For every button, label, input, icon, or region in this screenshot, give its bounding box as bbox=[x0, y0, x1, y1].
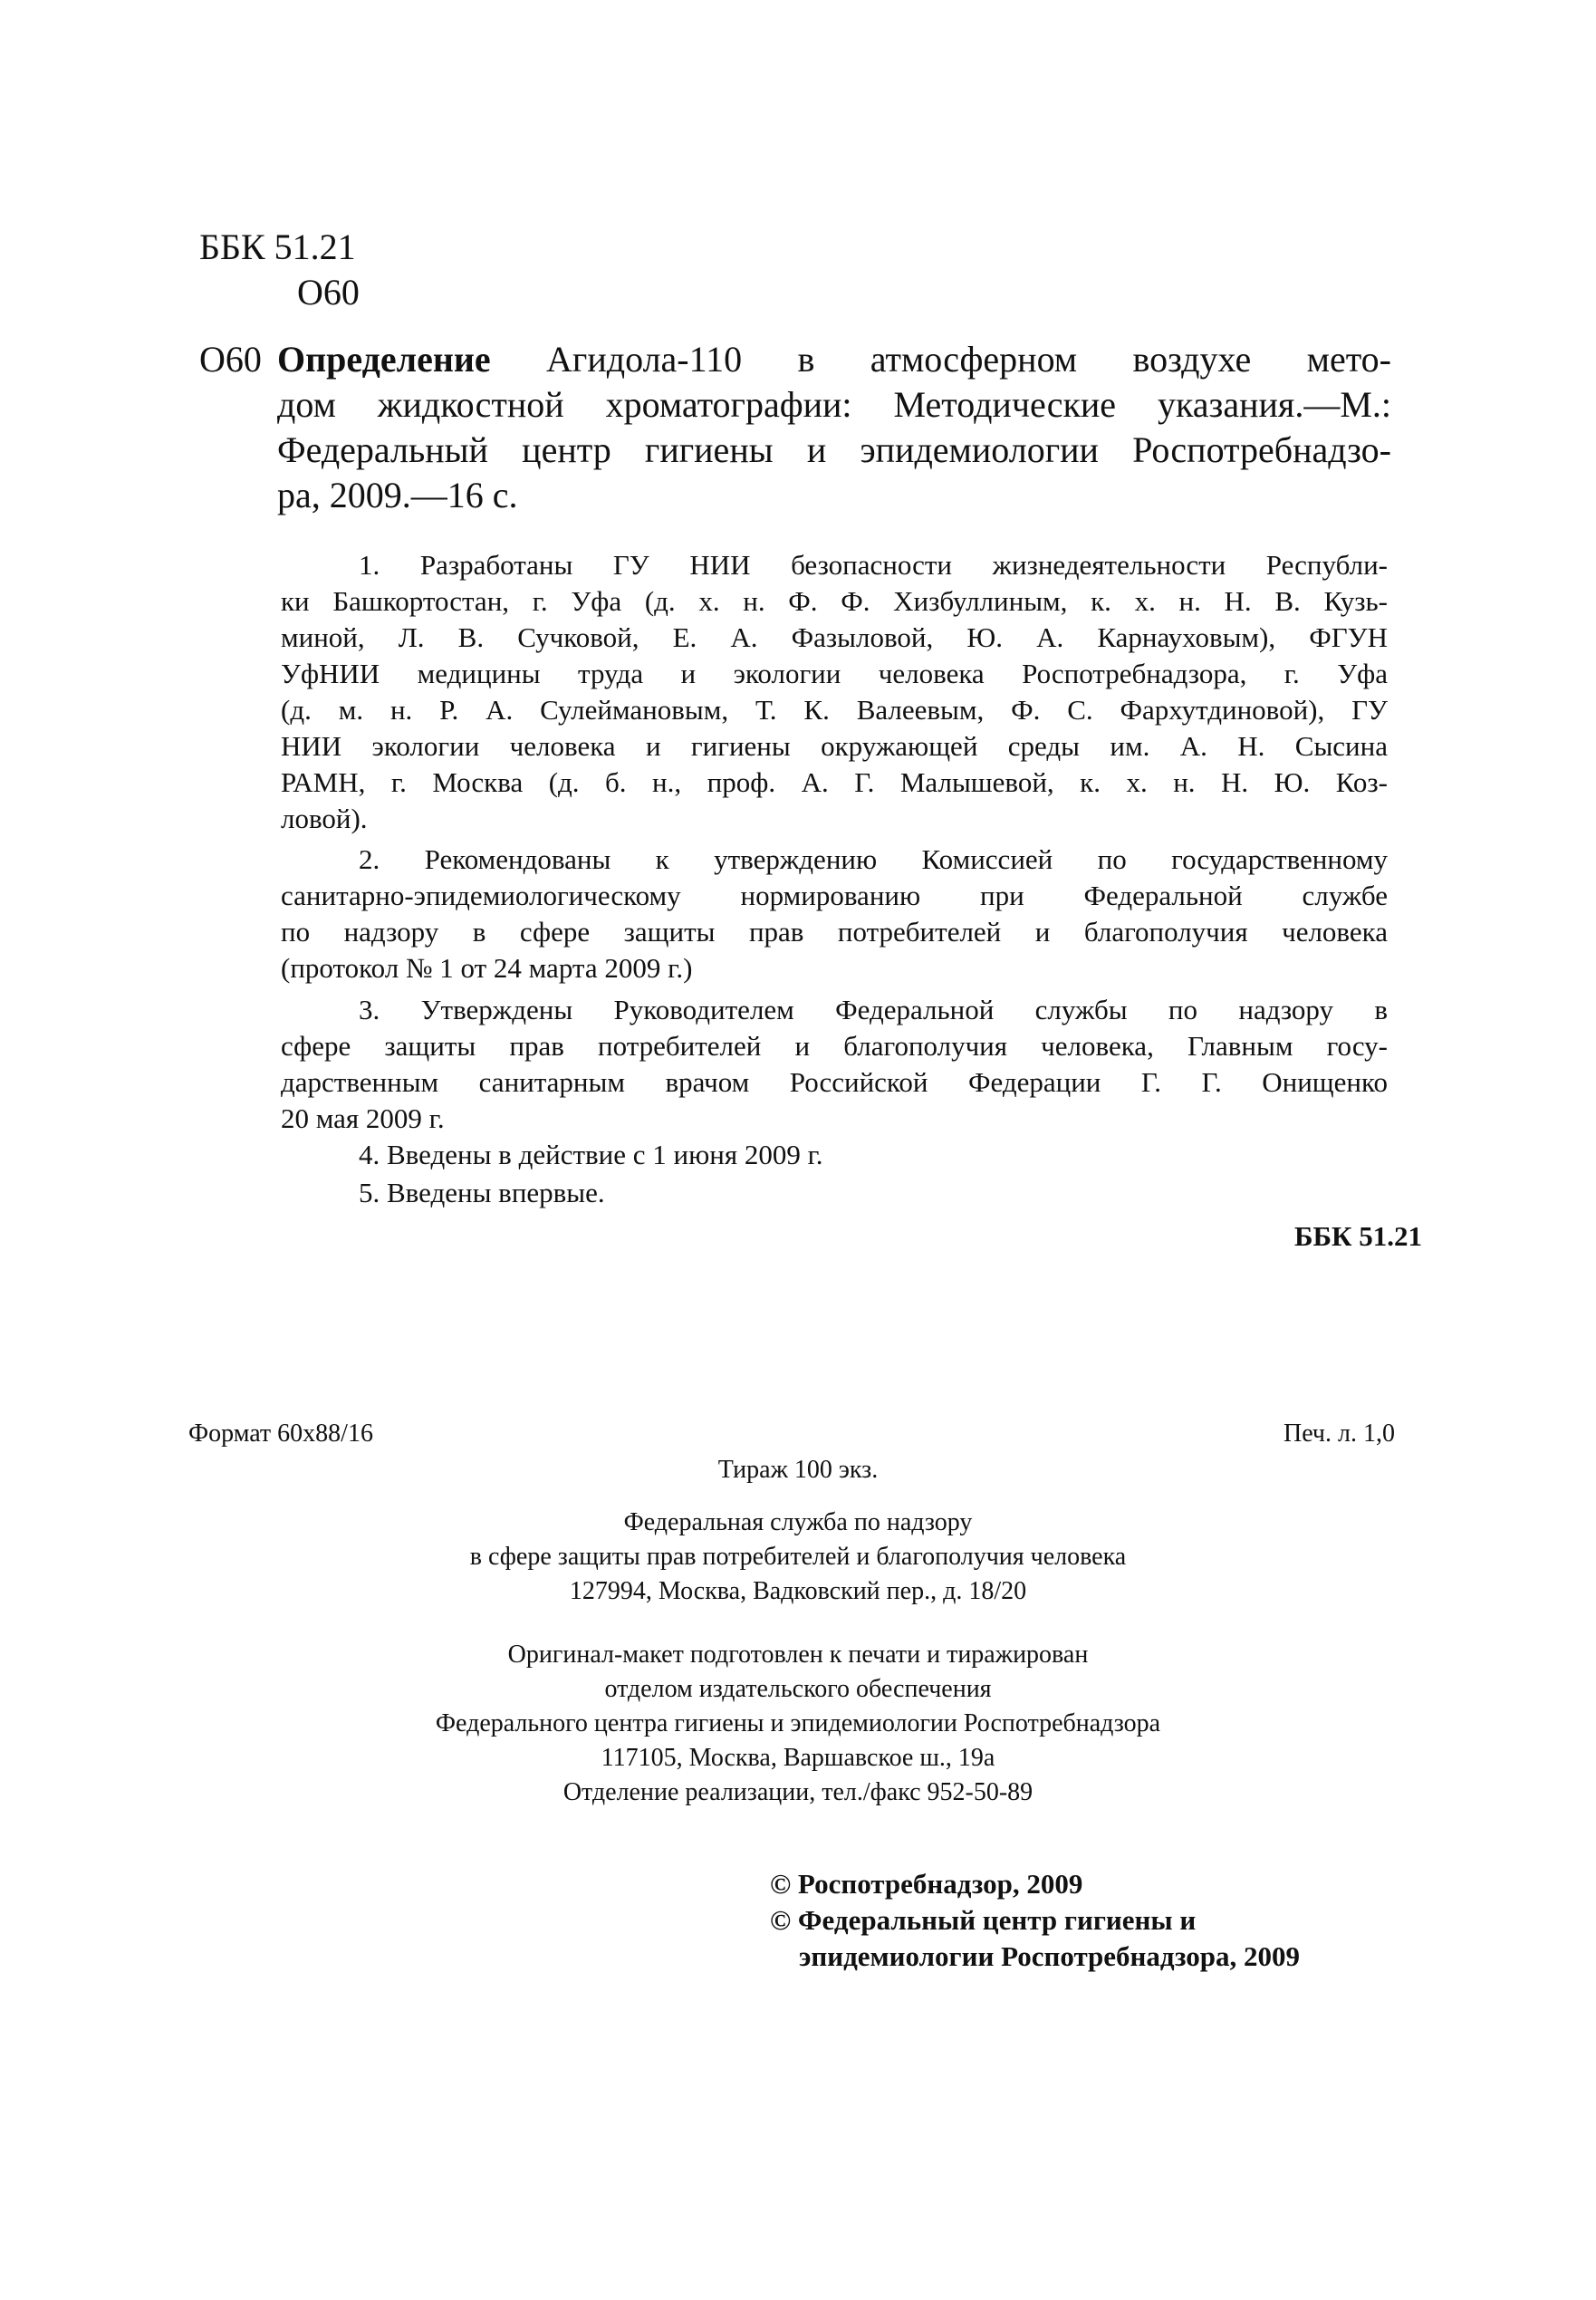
title-rest: Агидола-110 в атмосферном воздухе мето- bbox=[490, 339, 1391, 380]
item-line: (протокол № 1 от 24 марта 2009 г.) bbox=[281, 952, 693, 984]
item-line: по надзору в сфере защиты прав потребителей и благополучия человека bbox=[281, 916, 1388, 948]
item-line: 2. Рекомендованы к утверждению Комиссией по государственному bbox=[359, 843, 1388, 875]
printer-line: Отделение реализации, тел./факс 952-50-89 bbox=[562, 1778, 1034, 1806]
item-1 bbox=[281, 547, 1388, 837]
bbk-code: ББК 51.21 bbox=[199, 226, 356, 267]
item-line: 1. Разработаны ГУ НИИ безопасности жизнедеятельности Республи- bbox=[359, 549, 1388, 581]
item-line: (д. м. н. Р. А. Сулеймановым, Т. К. Валеевым, Ф. С. Фархутдиновой), ГУ bbox=[281, 694, 1388, 726]
printer-line: отделом издательского обеспечения bbox=[604, 1675, 992, 1703]
printer-line: 117105, Москва, Варшавское ш., 19а bbox=[601, 1744, 995, 1772]
author-sign: О60 bbox=[297, 272, 360, 313]
item-line: РАМН, г. Москва (д. б. н., проф. А. Г. Малышевой, к. х. н. Н. Ю. Коз- bbox=[281, 766, 1388, 798]
item-line: УфНИИ медицины труда и экологии человека Роспотребнадзора, г. Уфа bbox=[281, 658, 1388, 689]
title-line bbox=[277, 337, 1391, 382]
item-4: 4. Введены в действие с 1 июня 2009 г. bbox=[359, 1139, 823, 1170]
title-line: дом жидкостной хроматографии: Методические указания.—М.: bbox=[277, 384, 1391, 425]
item-5: 5. Введены впервые. bbox=[359, 1177, 605, 1208]
item-line: санитарно-эпидемиологическому нормированию при Федеральной службе bbox=[281, 880, 1388, 911]
item-line: дарственным санитарным врачом Российской Федерации Г. Г. Онищенко bbox=[281, 1066, 1388, 1098]
left-author-sign: О60 bbox=[199, 339, 262, 380]
item-3 bbox=[281, 992, 1388, 1137]
title-line-last: ра, 2009.—16 с. bbox=[277, 475, 518, 515]
printed-sheets: Печ. л. 1,0 bbox=[1283, 1419, 1395, 1448]
bibliographic-description bbox=[277, 337, 1391, 382]
item-line: миной, Л. В. Сучковой, Е. А. Фазыловой, Ю. А. Карнауховым), ФГУН bbox=[281, 621, 1388, 653]
item-line: ки Башкортостан, г. Уфа (д. х. н. Ф. Ф. Хизбуллиным, к. х. н. Н. В. Кузь- bbox=[281, 585, 1388, 617]
circulation: Тираж 100 экз. bbox=[717, 1456, 879, 1484]
title-line: Федеральный центр гигиены и эпидемиологии Роспотребнадзо- bbox=[277, 429, 1391, 470]
format-info: Формат 60x88/16 bbox=[188, 1419, 373, 1448]
printer-line: Оригинал-макет подготовлен к печати и тиражирован bbox=[507, 1641, 1089, 1669]
bbk-code-bottom: ББК 51.21 bbox=[1294, 1220, 1422, 1252]
copyright-line: © Роспотребнадзор, 2009 bbox=[770, 1868, 1083, 1900]
copyright-block bbox=[770, 1866, 1300, 1975]
copyright-line: эпидемиологии Роспотребнадзора, 2009 bbox=[799, 1940, 1300, 1972]
publisher-line: 127994, Москва, Вадковский пер., д. 18/20 bbox=[569, 1577, 1027, 1605]
item-line: сфере защиты прав потребителей и благополучия человека, Главным госу- bbox=[281, 1030, 1388, 1062]
title-keyword: Определение bbox=[277, 339, 491, 380]
printer-info bbox=[255, 1638, 1341, 1810]
publisher-line: Федеральная служба по надзору bbox=[623, 1508, 973, 1536]
item-line: НИИ экологии человека и гигиены окружающей среды им. А. Н. Сысина bbox=[281, 730, 1388, 762]
item-line: 3. Утверждены Руководителем Федеральной службы по надзору в bbox=[359, 994, 1388, 1025]
item-line: ловой). bbox=[281, 803, 368, 834]
publisher-info bbox=[255, 1506, 1341, 1609]
copyright-line: © Федеральный центр гигиены и bbox=[770, 1904, 1197, 1936]
publisher-line: в сфере защиты прав потребителей и благополучия человека bbox=[469, 1543, 1127, 1571]
item-2 bbox=[281, 842, 1388, 986]
item-line: 20 мая 2009 г. bbox=[281, 1102, 445, 1134]
bibliographic-description-cont bbox=[277, 382, 1391, 473]
printer-line: Федерального центра гигиены и эпидемиологии Роспотребнадзора bbox=[435, 1709, 1161, 1737]
